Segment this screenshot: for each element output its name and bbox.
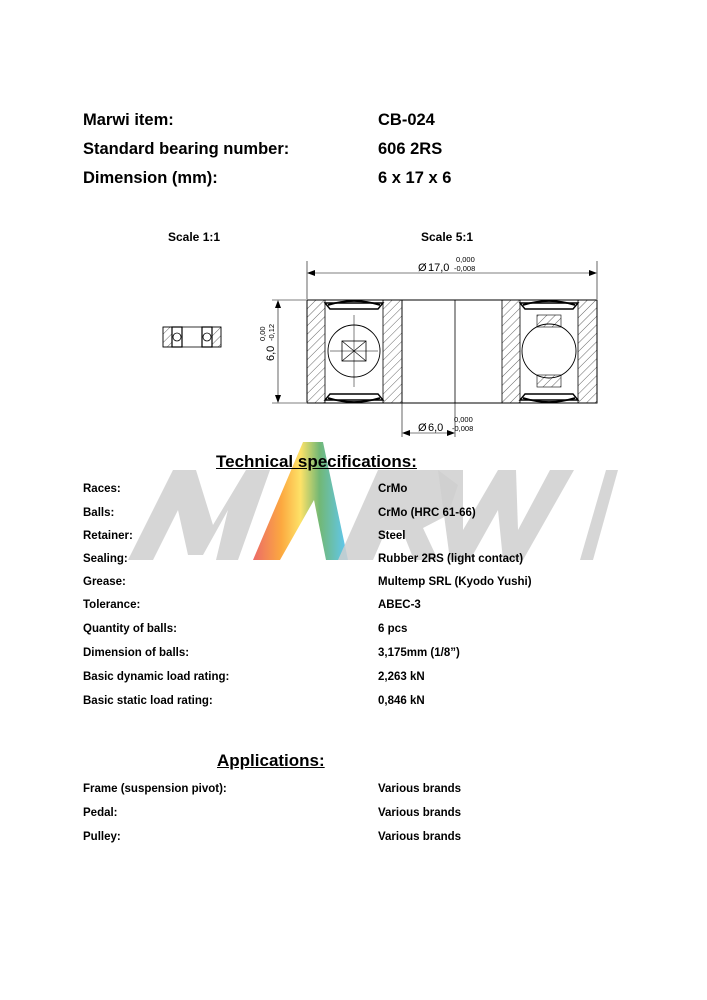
bearing-technical-drawing — [150, 245, 610, 440]
width-dim-upper: 0,00 — [258, 326, 267, 341]
width-dimension — [258, 300, 306, 403]
inner-dim-upper: 0,000 — [454, 415, 473, 424]
app-pedal-label: Pedal: — [83, 807, 118, 819]
scale-5-label: Scale 5:1 — [421, 230, 474, 244]
spec-balls-value: CrMo (HRC 61-66) — [378, 507, 476, 519]
spec-balls-label: Balls: — [83, 507, 115, 519]
bearing-scale-5-1 — [307, 300, 597, 403]
outer-dim-nominal: 17,0 — [428, 262, 450, 274]
app-frame-label: Frame (suspension pivot): — [83, 783, 227, 795]
inner-dim-symbol: Ø — [418, 422, 427, 434]
spec-dynamic-load-value: 2,263 kN — [378, 671, 425, 683]
outer-dim-lower: -0,008 — [454, 264, 476, 273]
spec-tolerance-value: ABEC-3 — [378, 599, 421, 611]
spec-static-load-label: Basic static load rating: — [83, 695, 213, 707]
spec-dynamic-load-label: Basic dynamic load rating: — [83, 671, 230, 683]
inner-dim-nominal: 6,0 — [428, 422, 444, 434]
spec-quantity-balls-value: 6 pcs — [378, 623, 408, 635]
spec-dimension-balls-value: 3,175mm (1/8”) — [378, 647, 460, 659]
watermark-text: MARWI — [118, 440, 122, 441]
app-pulley-value: Various brands — [378, 831, 462, 843]
bearing-number-value: 606 2RS — [378, 140, 443, 158]
dimension-label: Dimension (mm): — [83, 169, 218, 187]
bearing-scale-1-1 — [163, 327, 221, 347]
scale-1-label: Scale 1:1 — [168, 230, 221, 244]
outer-dim-upper: 0,000 — [456, 255, 475, 264]
bearing-number-label: Standard bearing number: — [83, 140, 290, 158]
marwi-item-value: CB-024 — [378, 111, 435, 129]
spec-grease-value: Multemp SRL (Kyodo Yushi) — [378, 576, 532, 588]
spec-retainer-label: Retainer: — [83, 530, 133, 542]
inner-diameter-dimension — [402, 403, 473, 437]
spec-dimension-balls-label: Dimension of balls: — [83, 647, 190, 659]
app-pulley-label: Pulley: — [83, 831, 121, 843]
spec-static-load-value: 0,846 kN — [378, 695, 425, 707]
technical-specs-title: Technical specifications: — [216, 452, 417, 471]
app-frame-value: Various brands — [378, 783, 462, 795]
outer-dim-symbol: Ø — [418, 262, 427, 274]
width-dim-nominal: 6,0 — [265, 345, 277, 361]
spec-sealing-label: Sealing: — [83, 553, 128, 565]
spec-retainer-value: Steel — [378, 530, 406, 542]
spec-grease-label: Grease: — [83, 576, 126, 588]
app-pedal-value: Various brands — [378, 807, 462, 819]
spec-races-label: Races: — [83, 483, 121, 495]
inner-dim-lower: -0,008 — [452, 424, 474, 433]
spec-tolerance-label: Tolerance: — [83, 599, 141, 611]
spec-quantity-balls-label: Quantity of balls: — [83, 623, 177, 635]
spec-races-value: CrMo — [378, 483, 408, 495]
outer-diameter-dimension — [307, 255, 597, 299]
width-dim-lower: -0,12 — [267, 323, 276, 341]
dimension-value: 6 x 17 x 6 — [378, 169, 452, 187]
applications-title: Applications: — [217, 751, 325, 770]
marwi-item-label: Marwi item: — [83, 111, 174, 129]
spec-sealing-value: Rubber 2RS (light contact) — [378, 553, 524, 565]
